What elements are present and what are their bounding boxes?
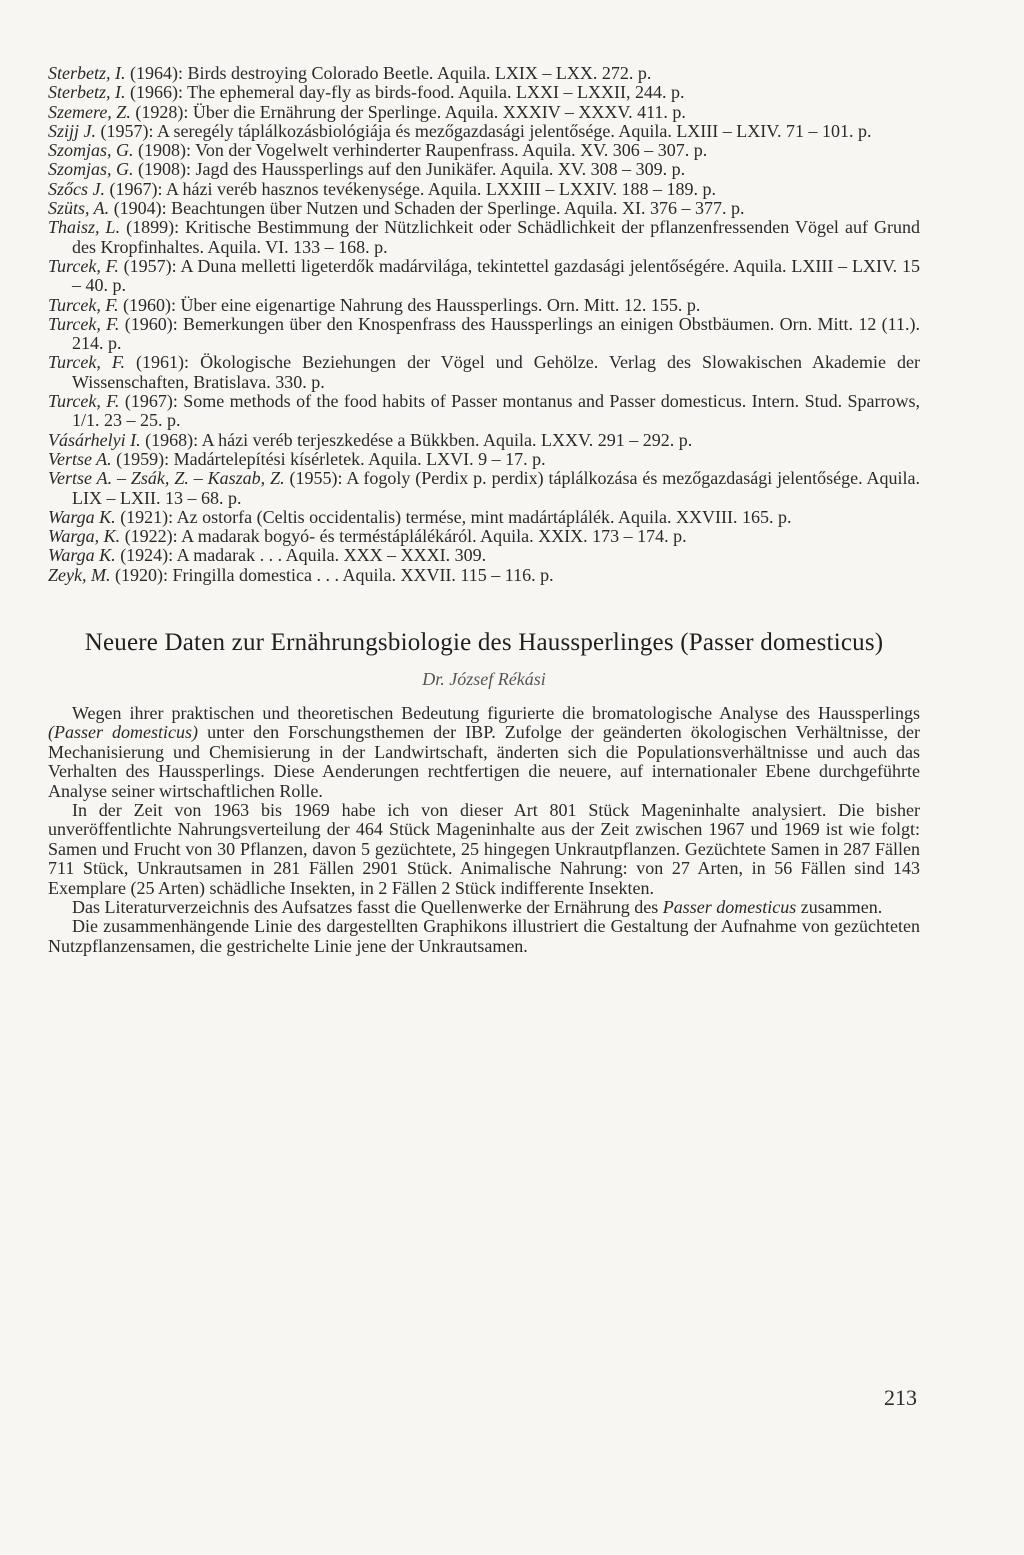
reference-item (48, 64, 920, 83)
reference-item (48, 315, 920, 354)
paragraph-3: Das Literaturverzeichnis des Aufsatzes fasst die Quellenwerke der Ernährung des Passer domesticus zusammen. (72, 897, 883, 918)
reference-author: Warga K. (48, 506, 116, 527)
reference-list (48, 64, 920, 585)
reference-author: Szomjas, G. (48, 159, 134, 180)
reference-text: (1955): A fogoly (Perdix p. perdix) táplálkozása és mezőgazdasági jelentősége. Aquila. LIX – LXII. 13 – 68. p. (72, 468, 920, 508)
reference-author: Szőcs J. (48, 178, 105, 199)
page (48, 64, 920, 956)
reference-item (48, 527, 920, 546)
reference-item (48, 450, 920, 469)
reference-author: Sterbetz, I. (48, 82, 126, 103)
article-author: Dr. József Rékási (422, 669, 546, 690)
reference-author: Szijj J. (48, 120, 96, 141)
reference-item (48, 83, 920, 102)
species-name: (Passer domesticus) (48, 722, 199, 743)
reference-text: (1922): A madarak bogyó- és terméstáplálékáról. Aquila. XXIX. 173 – 174. p. (120, 526, 687, 547)
reference-author: Turcek, F. (48, 255, 119, 276)
reference-author: Szüts, A. (48, 198, 110, 219)
reference-text: (1899): Kritische Bestimmung der Nützlichkeit oder Schädlichkeit der pflanzenfressenden Vögel auf Grund des Kropfinhaltes. Aquila. VI. 133 – 168. p. (72, 217, 920, 257)
reference-author: Vásárhelyi I. (48, 429, 141, 450)
reference-text: (1960): Über eine eigenartige Nahrung des Haussperlings. Orn. Mitt. 12. 155. p. (118, 294, 701, 315)
paragraph-4: Die zusammenhängende Linie des dargestellten Graphikons illustriert die Gestaltung der Aufnahme von gezüchteten Nutzpflanzensamen, die gestrichelte Linie jene der Unkrautsamen. (48, 916, 920, 956)
article-title: Neuere Daten zur Ernährungsbiologie des Haussperlinges (Passer domesticus) (84, 629, 884, 657)
reference-item (48, 199, 920, 218)
paragraph-2: In der Zeit von 1963 bis 1969 habe ich von dieser Art 801 Stück Mageninhalte analysiert. Die bisher unveröffentlichte Nahrungsverteilung der 464 Stück Mageninhalte aus der Zeit zwischen 1967 und 1969 ist wie folgt: Samen und Frucht von 30 Pflanzen, davon 5 gezüchtete, 25 hingegen Unkrautpflanzen. Gezüchtete Samen in 287 Fällen 711 Stück, Unkrautsamen in 281 Fällen 2901 Stück. Animalische Nahrung: von 27 Arten, in 56 Fällen sind 143 Exemplare (25 Arten) schädliche Insekten, in 2 Fällen 2 Stück indifferente Insekten. (48, 800, 920, 898)
reference-text: (1957): A seregély táplálkozásbiológiája és mezőgazdasági jelentősége. Aquila. LXIII – LXIV. 71 – 101. p. (96, 120, 872, 141)
reference-author: Warga K. (48, 545, 116, 566)
paragraph-1: Wegen ihrer praktischen und theoretischen Bedeutung figurierte die bromatologische Analyse des Haussperlings (Passer domesticus) unter den Forschungsthemen der IBP. Zufolge der geänderten ökologischen Verhältnisse, der Mechanisierung und Chemisierung in der Landwirtschaft, änderten sich die Populationsverhältnisse und auch das Verhalten des Haussperlings. Diese Aenderungen rechtfertigen die neuere, auf internationaler Ebene durchgeführte Analyse seiner wirtschaftlichen Rolle. (48, 703, 920, 801)
reference-text: (1904): Beachtungen über Nutzen und Schaden der Sperlinge. Aquila. XI. 376 – 377. p. (109, 198, 745, 219)
reference-text: (1967): Some methods of the food habits of Passer montanus and Passer domesticus. Intern. Stud. Sparrows, 1/1. 23 – 25. p. (72, 391, 920, 431)
reference-author: Szemere, Z. (48, 101, 131, 122)
reference-text: (1957): A Duna melletti ligeterdők madárvilága, tekintettel gazdasági jelentőségére. Aquila. LXIII – LXIV. 15 – 40. p. (72, 255, 920, 296)
reference-author: Turcek, F. (48, 391, 120, 412)
reference-author: Turcek, F. (48, 294, 119, 315)
reference-text: (1964): Birds destroying Colorado Beetle. Aquila. LXIX – LXX. 272. p. (125, 63, 652, 83)
reference-item (48, 353, 920, 392)
reference-author: Vertse A. – Zsák, Z. – Kaszab, Z. (48, 468, 285, 489)
reference-item (48, 141, 920, 160)
article-body (48, 704, 920, 956)
reference-item (48, 122, 920, 141)
reference-item (48, 160, 920, 179)
reference-text: (1920): Fringilla domestica . . . Aquila. XXVII. 115 – 116. p. (110, 564, 554, 585)
reference-author: Thaisz, L. (48, 217, 121, 238)
reference-item (48, 296, 920, 315)
reference-item (48, 180, 920, 199)
reference-item (48, 431, 920, 450)
reference-item (48, 566, 920, 585)
reference-text: (1960): Bemerkungen über den Knospenfrass des Haussperlings an einigen Obstbäumen. Orn. Mitt. 12 (11.). 214. p. (72, 313, 921, 354)
reference-text: (1967): A házi veréb hasznos tevékenysége. Aquila. LXXIII – LXXIV. 188 – 189. p. (105, 178, 717, 199)
reference-author: Turcek, F. (48, 352, 126, 373)
reference-text: (1966): The ephemeral day-fly as birds-food. Aquila. LXXI – LXXII, 244. p. (125, 82, 685, 103)
reference-item (48, 257, 920, 296)
reference-text: (1924): A madarak . . . Aquila. XXX – XXXI. 309. (115, 545, 487, 566)
reference-item (48, 469, 920, 508)
reference-text: (1928): Über die Ernährung der Sperlinge. Aquila. XXXIV – XXXV. 411. p. (130, 101, 686, 122)
reference-author: Turcek, F. (48, 313, 120, 334)
reference-author: Zeyk, M. (48, 564, 111, 585)
reference-author: Szomjas, G. (48, 140, 134, 161)
reference-text: (1908): Von der Vogelwelt verhinderter Raupenfrass. Aquila. XV. 306 – 307. p. (133, 140, 708, 161)
page-number: 213 (884, 1385, 917, 1410)
reference-item (48, 546, 920, 565)
reference-item (48, 508, 920, 527)
reference-author: Warga, K. (48, 526, 121, 547)
species-name: Passer domesticus (662, 897, 797, 918)
reference-author: Vertse A. (48, 448, 112, 469)
reference-text: (1959): Madártelepítési kísérletek. Aquila. LXVI. 9 – 17. p. (111, 448, 546, 469)
reference-author: Sterbetz, I. (48, 63, 126, 83)
reference-item (48, 218, 920, 257)
reference-text: (1961): Ökologische Beziehungen der Vögel und Gehölze. Verlag des Slowakischen Akademie der Wissenschaften, Bratislava. 330. p. (72, 352, 920, 392)
reference-item (48, 103, 920, 122)
reference-text: (1968): A házi veréb terjeszkedése a Bükkben. Aquila. LXXV. 291 – 292. p. (140, 429, 693, 450)
reference-item (48, 392, 920, 431)
reference-text: (1908): Jagd des Haussperlings auf den Junikäfer. Aquila. XV. 308 – 309. p. (133, 159, 686, 180)
reference-text: (1921): Az ostorfa (Celtis occidentalis) termése, mint madártáplálék. Aquila. XXVIII. 165. p. (115, 506, 792, 527)
